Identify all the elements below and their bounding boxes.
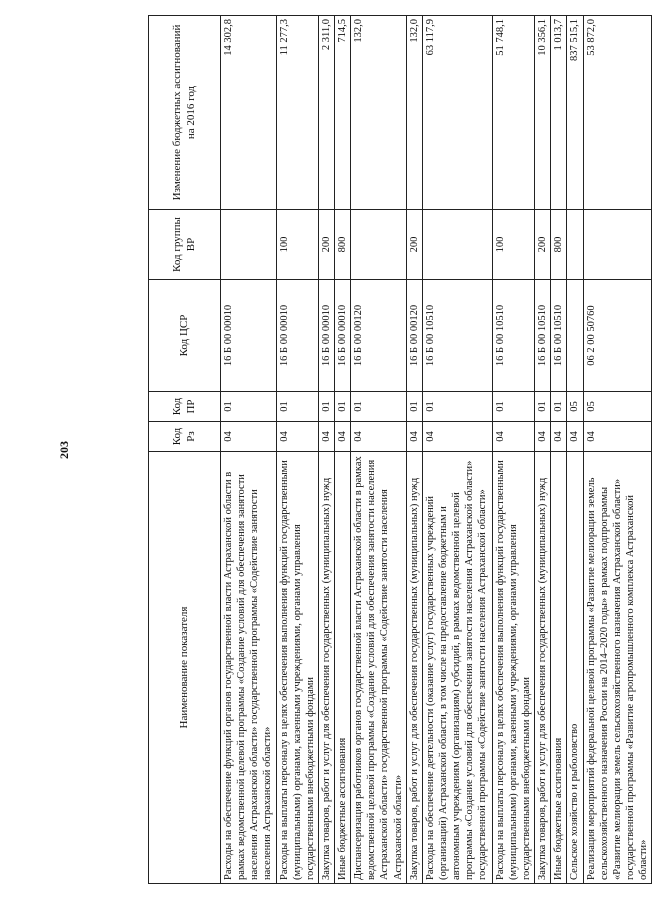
row-csr: 16 Б 00 10510 — [422, 280, 492, 392]
row-csr: 16 Б 00 10510 — [535, 280, 551, 392]
row-rz: 04 — [318, 422, 334, 452]
row-pr: 01 — [335, 392, 351, 422]
row-rz: 04 — [406, 422, 422, 452]
row-csr: 16 Б 00 00010 — [221, 280, 277, 392]
row-rz: 04 — [335, 422, 351, 452]
row-sum: 11 277,3 — [276, 16, 318, 210]
table-row — [221, 16, 277, 884]
row-name: Расходы на выплаты персоналу в целях обеспечения выполнения функций государственными (муниципальными) органами, казенными учреждениями, органами управления государственными внебюджетными фондами — [276, 452, 318, 884]
rotated-page-area — [148, 16, 649, 884]
row-rz: 04 — [567, 422, 583, 452]
table-header-row — [149, 16, 221, 884]
table-row — [351, 16, 407, 884]
row-rz: 04 — [583, 422, 652, 452]
header-vr: Код группы ВР — [149, 210, 221, 280]
table-row — [583, 16, 652, 884]
table-row — [335, 16, 351, 884]
row-pr: 01 — [351, 392, 407, 422]
table-row — [535, 16, 551, 884]
row-sum: 132,0 — [406, 16, 422, 210]
page-number: 203 — [57, 441, 71, 459]
row-vr: 200 — [406, 210, 422, 280]
row-name: Расходы на выплаты персоналу в целях обеспечения выполнения функций государственными (муниципальными) органами, казенными учреждениями, органами управления государственными внебюджетными фондами — [492, 452, 534, 884]
table-row — [422, 16, 492, 884]
budget-table — [148, 15, 652, 884]
row-rz: 04 — [351, 422, 407, 452]
row-name: Закупка товаров, работ и услуг для обеспечения государственных (муниципальных) нужд — [318, 452, 334, 884]
row-name: Диспансеризация работников органов государственной власти Астраханской области в рамках ведомственной целевой программы «Создание условий для обеспечения занятости населения Астраханской области» государственной программы «Содействие занятости населения Астраханской области» — [351, 452, 407, 884]
row-rz: 04 — [276, 422, 318, 452]
row-csr: 16 Б 00 10510 — [551, 280, 567, 392]
header-rz: Код Рз — [149, 422, 221, 452]
row-name: Иные бюджетные ассигнования — [335, 452, 351, 884]
row-vr: 100 — [492, 210, 534, 280]
row-pr: 01 — [535, 392, 551, 422]
row-vr — [583, 210, 652, 280]
row-vr: 100 — [276, 210, 318, 280]
header-csr: Код ЦСР — [149, 280, 221, 392]
row-pr: 05 — [567, 392, 583, 422]
row-vr — [422, 210, 492, 280]
row-vr — [351, 210, 407, 280]
row-rz: 04 — [492, 422, 534, 452]
row-sum: 1 013,7 — [551, 16, 567, 210]
row-sum: 53 872,0 — [583, 16, 652, 210]
row-sum: 14 302,8 — [221, 16, 277, 210]
row-pr: 01 — [492, 392, 534, 422]
row-sum: 837 515,1 — [567, 16, 583, 210]
header-name: Наименование показателя — [149, 452, 221, 884]
header-pr: Код ПР — [149, 392, 221, 422]
row-sum: 63 117,9 — [422, 16, 492, 210]
row-csr: 16 Б 00 00010 — [335, 280, 351, 392]
row-vr: 800 — [551, 210, 567, 280]
row-csr: 16 Б 00 10510 — [492, 280, 534, 392]
row-rz: 04 — [422, 422, 492, 452]
table-row — [318, 16, 334, 884]
row-pr: 01 — [406, 392, 422, 422]
row-csr: 06 2 00 50760 — [583, 280, 652, 392]
row-sum: 10 356,1 — [535, 16, 551, 210]
row-csr: 16 Б 00 00010 — [318, 280, 334, 392]
table-row — [276, 16, 318, 884]
row-vr — [221, 210, 277, 280]
row-pr: 01 — [422, 392, 492, 422]
row-vr — [567, 210, 583, 280]
row-sum: 132,0 — [351, 16, 407, 210]
row-csr: 16 Б 00 00120 — [406, 280, 422, 392]
row-name: Закупка товаров, работ и услуг для обеспечения государственных (муниципальных) нужд — [535, 452, 551, 884]
row-sum: 714,5 — [335, 16, 351, 210]
row-name: Расходы на обеспечение функций органов государственной власти Астраханской области в рамках ведомственной целевой программы «Создание условий для обеспечения занятости населения Астраханской области» государственной программы «Содействие занятости населения Астраханской области» — [221, 452, 277, 884]
table-row — [551, 16, 567, 884]
row-name: Реализация мероприятий федеральной целевой программы «Развитие мелиорации земель сельскохозяйственного назначения России на 2014–2020 годы» в рамках подпрограммы «Развитие мелиорации земель сельскохозяйственного назначения Астраханской области» государственной программы «Развитие агропромышленного комплекса Астраханской области» — [583, 452, 652, 884]
header-sum: Изменение бюджетных ассигнований на 2016 год — [149, 16, 221, 210]
row-csr — [567, 280, 583, 392]
row-csr: 16 Б 00 00010 — [276, 280, 318, 392]
row-pr: 01 — [221, 392, 277, 422]
row-rz: 04 — [535, 422, 551, 452]
row-pr: 01 — [551, 392, 567, 422]
row-sum: 51 748,1 — [492, 16, 534, 210]
row-name: Сельское хозяйство и рыболовство — [567, 452, 583, 884]
table-row — [567, 16, 583, 884]
row-rz: 04 — [551, 422, 567, 452]
budget-table-container — [148, 16, 649, 884]
table-row — [406, 16, 422, 884]
row-pr: 01 — [276, 392, 318, 422]
row-rz: 04 — [221, 422, 277, 452]
row-csr: 16 Б 00 00120 — [351, 280, 407, 392]
row-vr: 200 — [535, 210, 551, 280]
row-name: Расходы на обеспечение деятельности (оказание услуг) государственных учреждений (организаций) Астраханской области, в том числе на предоставление бюджетным и автономным учреждениям (организациям) субсидий, в рамках ведомственной целевой программы «Создание условий для обеспечения занятости населения Астраханской области» государственной программы «Содействие занятости населения Астраханской области» — [422, 452, 492, 884]
row-pr: 01 — [318, 392, 334, 422]
row-name: Закупка товаров, работ и услуг для обеспечения государственных (муниципальных) нужд — [406, 452, 422, 884]
row-pr: 05 — [583, 392, 652, 422]
row-sum: 2 311,0 — [318, 16, 334, 210]
row-vr: 200 — [318, 210, 334, 280]
row-name: Иные бюджетные ассигнования — [551, 452, 567, 884]
row-vr: 800 — [335, 210, 351, 280]
table-row — [492, 16, 534, 884]
